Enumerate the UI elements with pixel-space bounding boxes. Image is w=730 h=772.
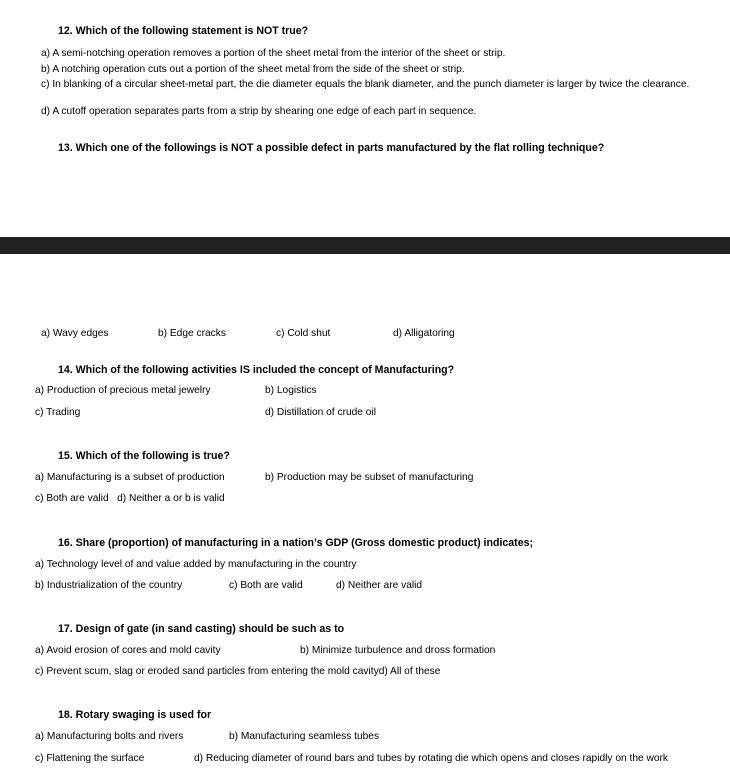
question-13-option-a: a) Wavy edges — [41, 328, 109, 339]
question-14-option-a: a) Production of precious metal jewelry — [35, 385, 211, 396]
question-16-title: 16. Share (proportion) of manufacturing in a nation’s GDP (Gross domestic product) indicates; — [58, 537, 534, 549]
question-17-title: 17. Design of gate (in sand casting) should be such as to — [58, 623, 345, 635]
question-12-option-c: c) In blanking of a circular sheet-metal part, the die diameter equals the blank diameter, and the punch diameter is larger by twice the clearance. — [41, 79, 690, 90]
question-15-option-b: b) Production may be subset of manufacturing — [265, 472, 474, 483]
question-12-option-d: d) A cutoff operation separates parts from a strip by shearing one edge of each part in sequence. — [41, 106, 477, 117]
question-16-option-a: a) Technology level of and value added by manufacturing in the country — [35, 559, 357, 570]
question-13-option-c: c) Cold shut — [276, 328, 331, 339]
question-15-option-a: a) Manufacturing is a subset of production — [35, 472, 225, 483]
question-14-title: 14. Which of the following activities IS included the concept of Manufacturing? — [58, 364, 455, 376]
question-18-option-c: c) Flattening the surface — [35, 753, 145, 764]
dark-divider-bar — [0, 237, 730, 254]
question-18-title: 18. Rotary swaging is used for — [58, 709, 212, 721]
question-13-option-d: d) Alligatoring — [393, 328, 455, 339]
question-14-option-d: d) Distillation of crude oil — [265, 407, 376, 418]
question-14-option-b: b) Logistics — [265, 385, 317, 396]
question-13-option-b: b) Edge cracks — [158, 328, 226, 339]
question-18-option-b: b) Manufacturing seamless tubes — [229, 731, 380, 742]
question-13-title: 13. Which one of the followings is NOT a possible defect in parts manufactured by the flat rolling technique? — [58, 142, 605, 154]
question-17-option-b: b) Minimize turbulence and dross formation — [300, 645, 496, 656]
question-16-option-c: c) Both are valid — [229, 580, 303, 591]
question-12-option-a: a) A semi-notching operation removes a portion of the sheet metal from the interior of the sheet or strip. — [41, 48, 506, 59]
question-16-option-b: b) Industrialization of the country — [35, 580, 183, 591]
question-18-option-a: a) Manufacturing bolts and rivers — [35, 731, 184, 742]
question-15-option-cd: c) Both are valid d) Neither a or b is valid — [35, 493, 225, 504]
question-16-option-d: d) Neither are valid — [336, 580, 423, 591]
question-17-option-cd: c) Prevent scum, slag or eroded sand particles from entering the mold cavityd) All of these — [35, 666, 441, 677]
question-12-option-b: b) A notching operation cuts out a portion of the sheet metal from the side of the sheet or strip. — [41, 64, 465, 75]
question-18-option-d: d) Reducing diameter of round bars and tubes by rotating die which opens and closes rapidly on the work — [194, 753, 668, 764]
question-14-option-c: c) Trading — [35, 407, 81, 418]
question-12-title: 12. Which of the following statement is NOT true? — [58, 25, 309, 37]
question-15-title: 15. Which of the following is true? — [58, 450, 230, 462]
question-17-option-a: a) Avoid erosion of cores and mold cavity — [35, 645, 221, 656]
